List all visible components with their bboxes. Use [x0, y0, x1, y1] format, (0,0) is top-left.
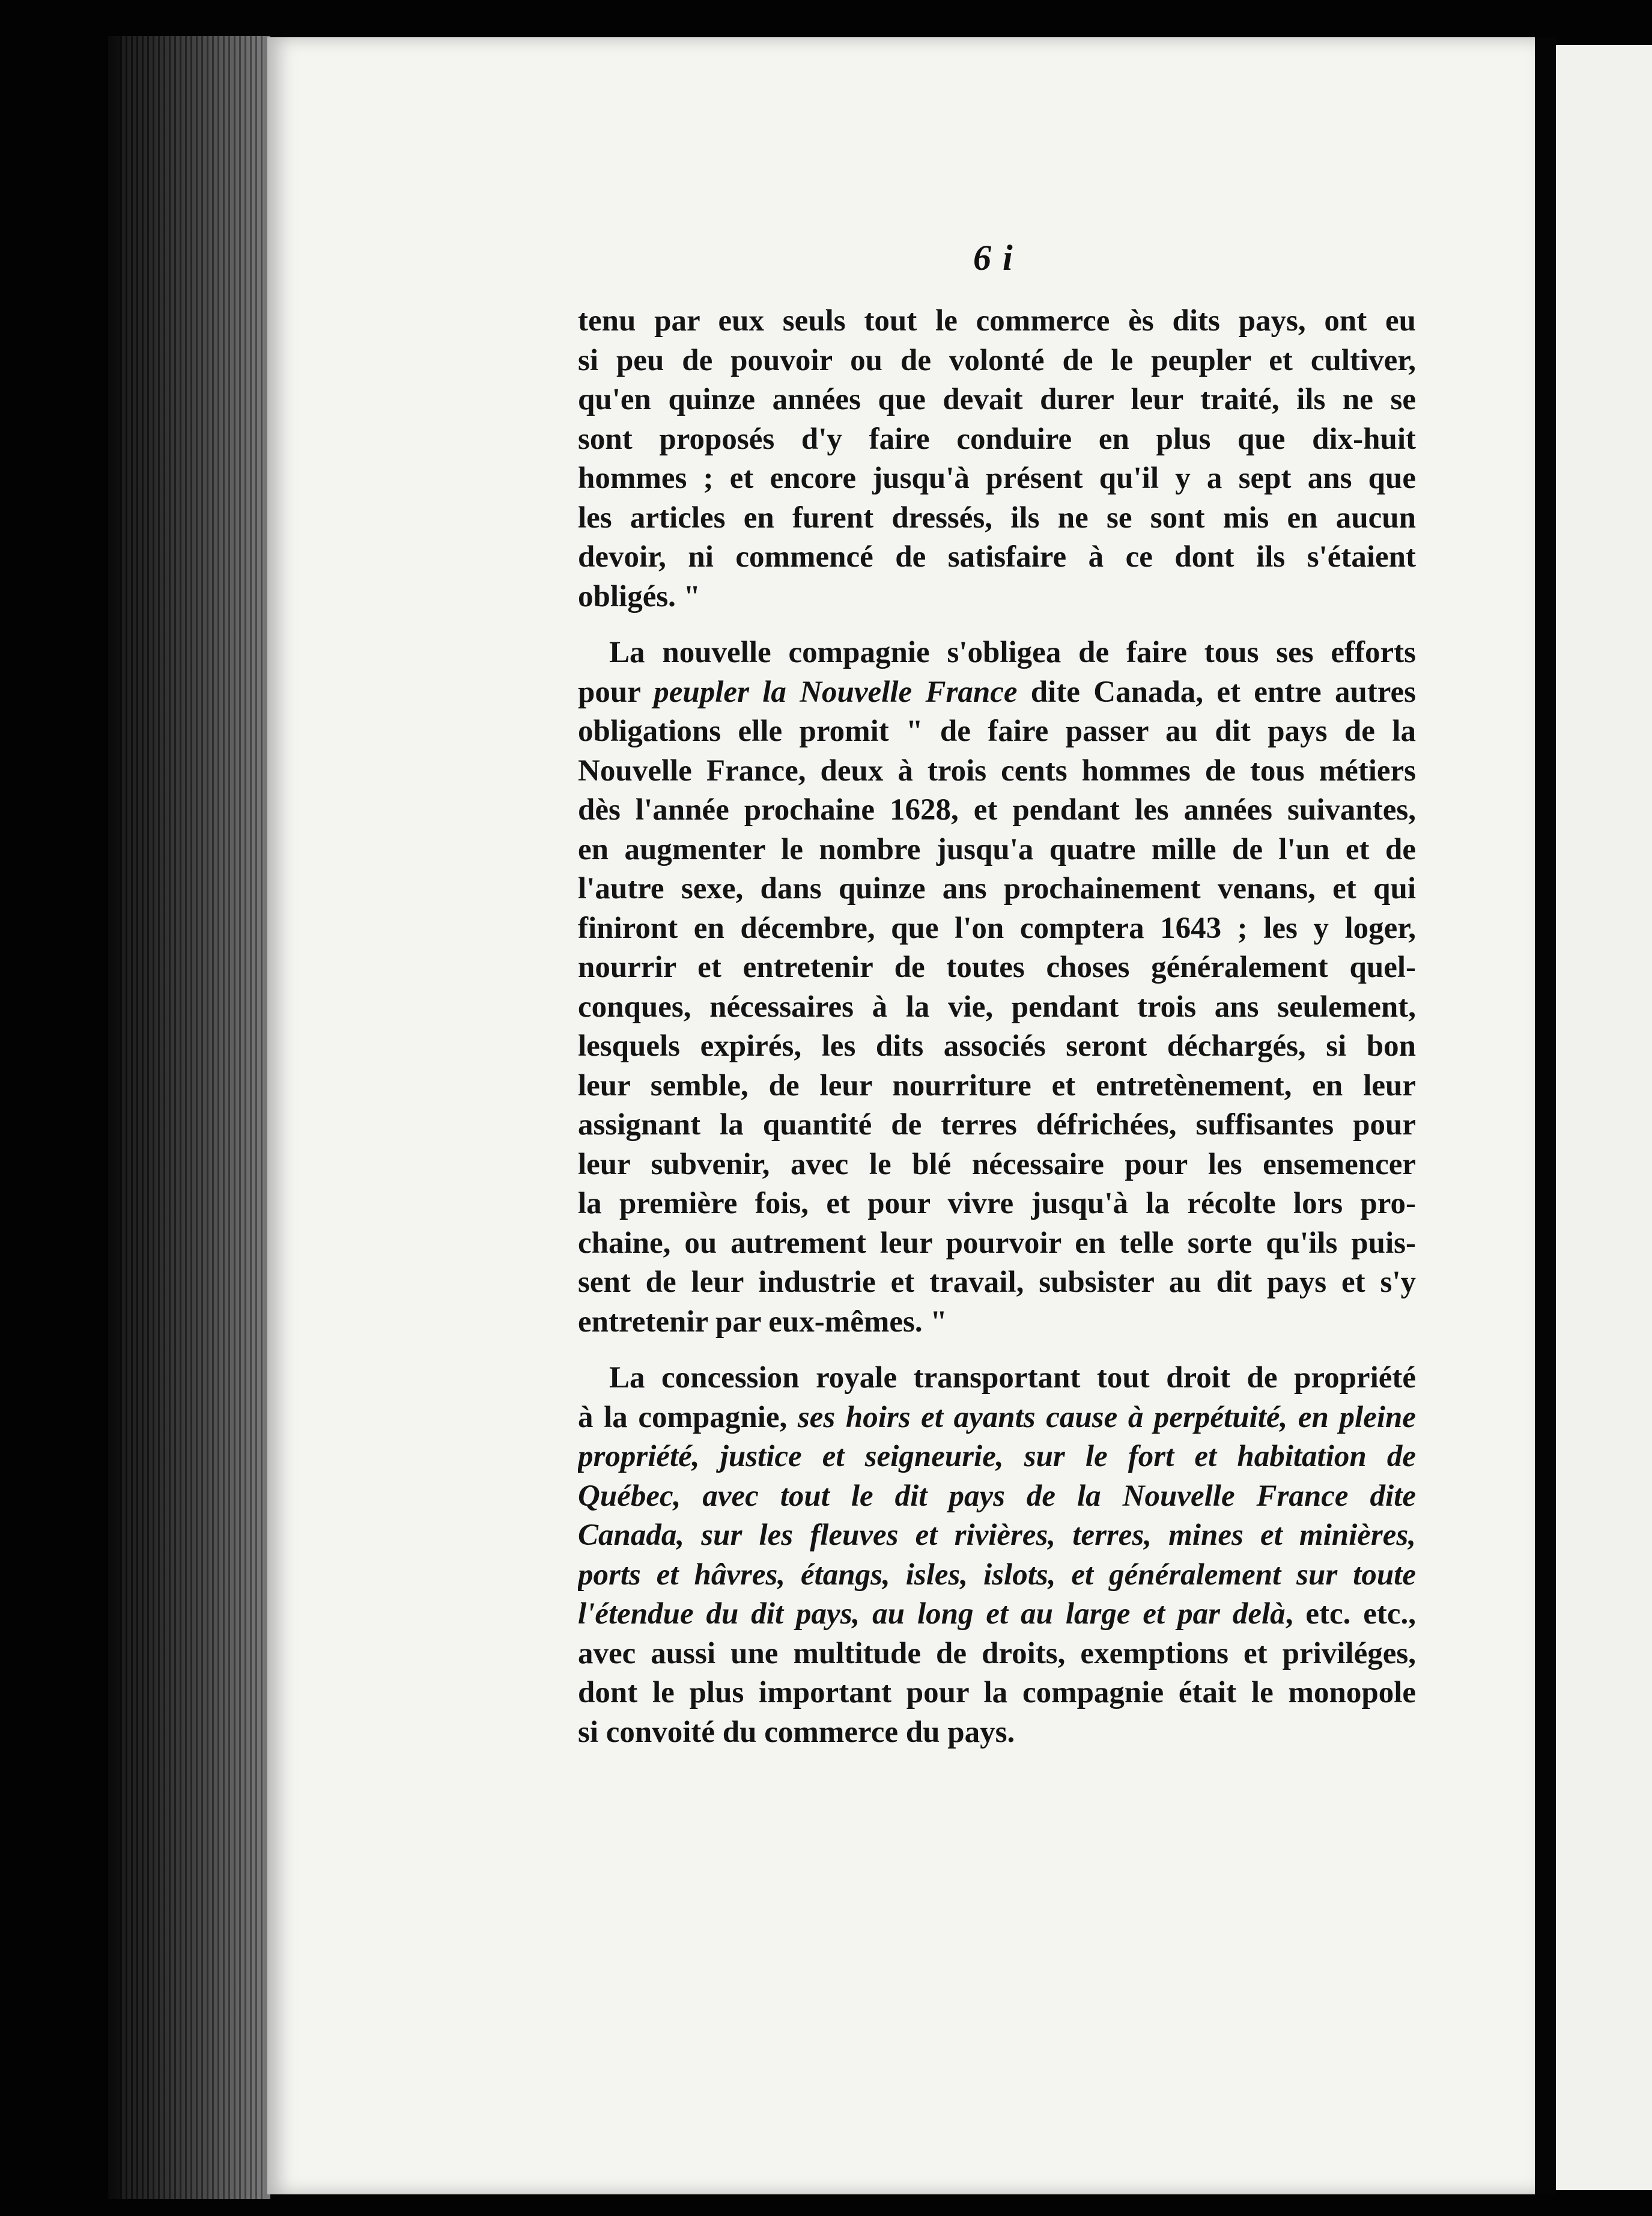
- text-line: les articles en furent dressés, ils ne se sont mis en aucun: [578, 501, 1416, 535]
- text-line: La nouvelle compagnie s'obligea de faire tous ses efforts: [609, 636, 1416, 669]
- text-line: nourrir et entretenir de toutes choses généralement quel-: [578, 951, 1416, 984]
- page-gutter: [1535, 37, 1556, 2194]
- text-line: lesquels expirés, les dits associés seront déchargés, si bon: [578, 1029, 1416, 1063]
- text-line: obligés. ": [578, 579, 700, 613]
- text-line: l'autre sexe, dans quinze ans prochainement venans, et qui: [578, 872, 1416, 906]
- text-line: dès l'année prochaine 1628, et pendant les années suivantes,: [578, 793, 1416, 827]
- body-text: [578, 302, 1416, 1752]
- paragraph-1: [578, 302, 1416, 616]
- text-line: en augmenter le nombre jusqu'a quatre mille de l'un et de: [578, 832, 1416, 866]
- text-line-italic: Canada, sur les fleuves et rivières, terres, mines et minières,: [578, 1518, 1416, 1552]
- text-line: qu'en quinze années que devait durer leur traité, ils ne se: [578, 383, 1416, 416]
- text-line: devoir, ni commencé de satisfaire à ce dont ils s'étaient: [578, 540, 1416, 574]
- text-line-mixed: [578, 1595, 1416, 1634]
- text-line: conques, nécessaires à la vie, pendant trois ans seulement,: [578, 990, 1416, 1024]
- text-line-italic: ports et hâvres, étangs, isles, islots, et généralement sur toute: [578, 1557, 1416, 1592]
- text-line: sont proposés d'y faire conduire en plus que dix-huit: [578, 422, 1416, 456]
- text-run: pour: [578, 675, 654, 709]
- paragraph-gap: [578, 1342, 1416, 1359]
- text-line: la première fois, et pour vivre jusqu'à la récolte lors pro-: [578, 1187, 1416, 1220]
- text-line: La concession royale transportant tout droit de propriété: [609, 1361, 1416, 1395]
- text-line: entretenir par eux-mêmes. ": [578, 1304, 947, 1339]
- text-line: si peu de pouvoir ou de volonté de le peupler et cultiver,: [578, 343, 1416, 377]
- text-line: tenu par eux seuls tout le commerce ès dits pays, ont eu: [578, 304, 1416, 338]
- text-line: sent de leur industrie et travail, subsister au dit pays et s'y: [578, 1265, 1416, 1299]
- paragraph-2: [578, 633, 1416, 1342]
- text-run: à la compagnie,: [578, 1400, 798, 1434]
- text-line: leur subvenir, avec le blé nécessaire pour les ensemencer: [578, 1147, 1416, 1181]
- text-line: dont le plus important pour la compagnie était le monopole: [578, 1676, 1416, 1709]
- text-line: assignant la quantité de terres défrichées, suffisantes pour: [578, 1108, 1416, 1142]
- text-line: leur semble, de leur nourriture et entretènement, en leur: [578, 1068, 1416, 1103]
- text-line: hommes ; et encore jusqu'à présent qu'il y a sept ans que: [578, 461, 1416, 495]
- facing-page-edge: [1556, 45, 1652, 2190]
- binding-shadow: [120, 36, 264, 2199]
- text-line: si convoité du commerce du pays.: [578, 1715, 1015, 1749]
- text-line: chaine, ou autrement leur pourvoir en telle sorte qu'ils puis-: [578, 1226, 1416, 1260]
- text-run: dite Canada, et entre autres: [1017, 675, 1416, 709]
- text-line-mixed: [578, 673, 1416, 713]
- page-number: 6 i: [973, 238, 1014, 278]
- text-run: , etc. etc.,: [1285, 1597, 1416, 1631]
- text-line-mixed: [578, 1398, 1416, 1438]
- paragraph-gap: [578, 616, 1416, 633]
- italic-phrase: peupler la Nouvelle France: [654, 675, 1018, 709]
- paragraph-3: [578, 1359, 1416, 1752]
- text-line: avec aussi une multitude de droits, exemptions et priviléges,: [578, 1636, 1416, 1670]
- text-line: Nouvelle France, deux à trois cents hommes de tous métiers: [578, 753, 1416, 788]
- text-line: finiront en décembre, que l'on comptera 1643 ; les y loger,: [578, 911, 1416, 945]
- text-line-italic: Québec, avec tout le dit pays de la Nouvelle France dite: [578, 1479, 1416, 1513]
- italic-phrase: l'étendue du dit pays, au long et au large et par delà: [578, 1597, 1286, 1631]
- text-line-italic: propriété, justice et seigneurie, sur le fort et habitation de: [578, 1440, 1416, 1473]
- text-line: obligations elle promit " de faire passer au dit pays de la: [578, 714, 1416, 748]
- italic-phrase: ses hoirs et ayants cause à perpétuité, en pleine: [797, 1400, 1416, 1434]
